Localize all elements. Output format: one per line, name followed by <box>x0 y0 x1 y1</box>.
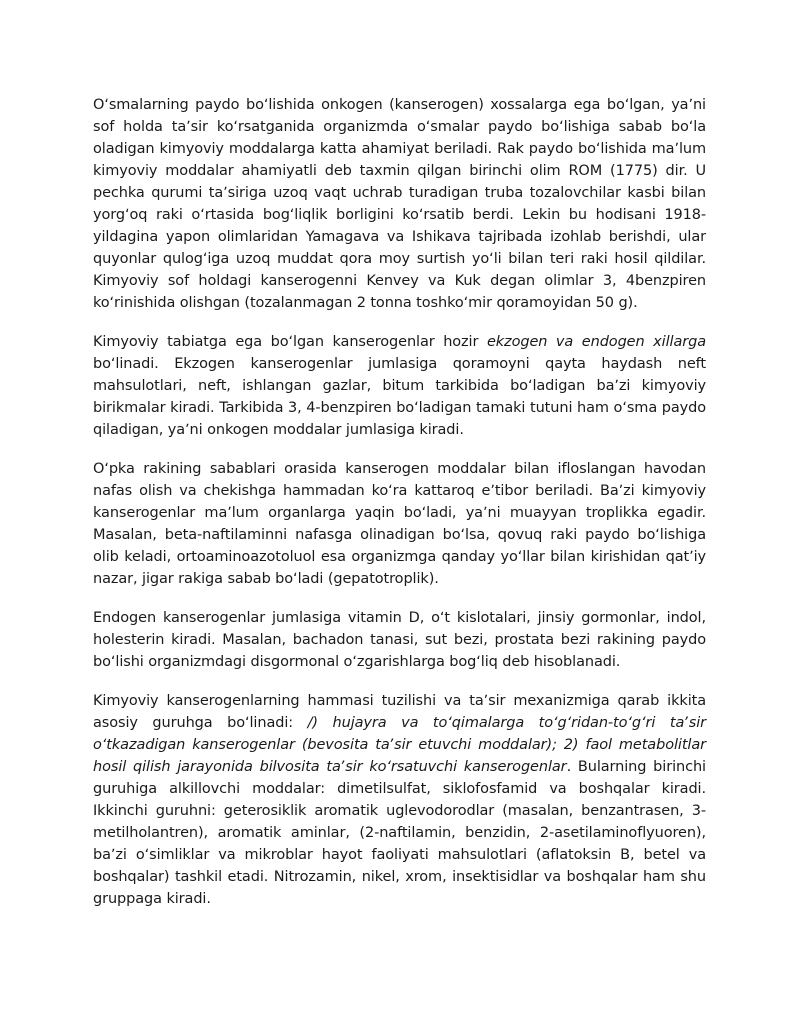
paragraph-4: Endogen kanserogenlar jumlasiga vitamin D, oʻt kislotalari, jinsiy gormonlar, indol, holesterin kiradi. Masalan, bachadon tanasi, sut bezi, prostata bezi rakining paydo boʻlishi organizmdagi disgormonal oʻzgarishlarga bogʻliq deb hisoblanadi. <box>93 610 706 670</box>
paragraph-1: Oʻsmalarning paydo boʻlishida onkogen (kanserogen) xossalarga ega boʻlgan, yaʼni sof holda taʼsir koʻrsatganida organizmda oʻsmalar paydo boʻlishiga sabab boʻla oladigan kimyoviy moddalarga katta ahamiyat beriladi. Rak paydo boʻlishida maʼlum kimyoviy moddalar ahamiyatli deb taxmin qilgan birinchi olim ROM (1775) dir. U pechka qurumi taʼsiriga uzoq vaqt uchrab turadigan truba tozalovchilar kasbi bilan yorgʻoq raki oʻrtasida bogʻliqlik borligini koʻrsatib berdi. Lekin bu hodisani 1918-yildagina yapon olimlaridan Yamagava va Ishikava tajribada izohlab berishdi, ular quyonlar qulogʻiga uzoq muddat qora moy surtish yoʻli bilan teri raki hosil qildilar. Kimyoviy sof holdagi kanserogenni Kenvey va Kuk degan olimlar 3, 4benzpiren koʻrinishida olishgan (tozalanmagan 2 tonna toshkoʻmir qoramoyidan 50 g). <box>93 97 706 311</box>
paragraph-5-emphasis: /) hujayra va toʻqimalarga toʻgʻridan-toʻgʻri taʼsir oʻtkazadigan kanserogenlar (bevosita taʼsir etuvchi moddalar); 2) faol metabolitlar hosil qilish jarayonida bilvosita taʼsir koʻrsatuvchi kanserogenlar <box>93 715 707 775</box>
paragraph-2-text-a: Kimyoviy tabiatga ega boʻlgan kanserogenlar hozir <box>93 334 487 350</box>
paragraph-5-text-a: Kimyoviy kanserogenlarning hammasi tuzilishi va taʼsir mexanizmiga qarab ikkita asosiy guruhga boʻlinadi: <box>93 693 706 731</box>
paragraph-2-emphasis: ekzogen va endogen xillarga <box>486 334 706 350</box>
paragraph-5-text-b: . Bularning birinchi guruhiga alkillovchi moddalar: dimetilsulfat, siklofosfamid va boshqalar kiradi. Ikkinchi guruhni: geterosiklik aromatik uglevodorodlar (masalan, benzantrasen, 3-metilholantren), aromatik aminlar, (2-naftilamin, benzidin, 2-asetilaminoflyuoren), baʼzi oʻsimliklar va mikroblar hayot faoliyati mahsulotlari (aflatoksin B, betel va boshqalar) tashkil etadi. Nitrozamin, nikel, xrom, insektisidlar va boshqalar ham shu gruppaga kiradi. <box>93 759 706 907</box>
paragraph-2-text-b: boʻlinadi. Ekzogen kanserogenlar jumlasiga qoramoyni qayta haydash neft mahsulotlari, neft, ishlangan gazlar, bitum tarkibida boʻladigan baʼzi kimyoviy birikmalar kiradi. Tarkibida 3, 4-benzpiren boʻladigan tamaki tutuni ham oʻsma paydo qiladigan, yaʼni onkogen moddalar jumlasiga kiradi. <box>93 356 706 438</box>
document-page <box>93 94 706 927</box>
paragraph-3: Oʻpka rakining sabablari orasida kanserogen moddalar bilan ifloslangan havodan nafas olish va chekishga hammadan koʻra kattaroq eʼtibor beriladi. Baʼzi kimyoviy kanserogenlar maʼlum organlarga yaqin boʻladi, yaʼni muayyan troplikka egadir. Masalan, beta-naftilaminni nafasga olinadigan boʻlsa, qovuq raki paydo boʻlishiga olib keladi, ortoaminoazotoluol esa organizmga qanday yoʻllar bilan kirishidan qatʼiy nazar, jigar rakiga sabab boʻladi (gepatotroplik). <box>93 461 706 587</box>
paragraph-2 <box>93 331 706 441</box>
paragraph-5 <box>93 690 706 910</box>
